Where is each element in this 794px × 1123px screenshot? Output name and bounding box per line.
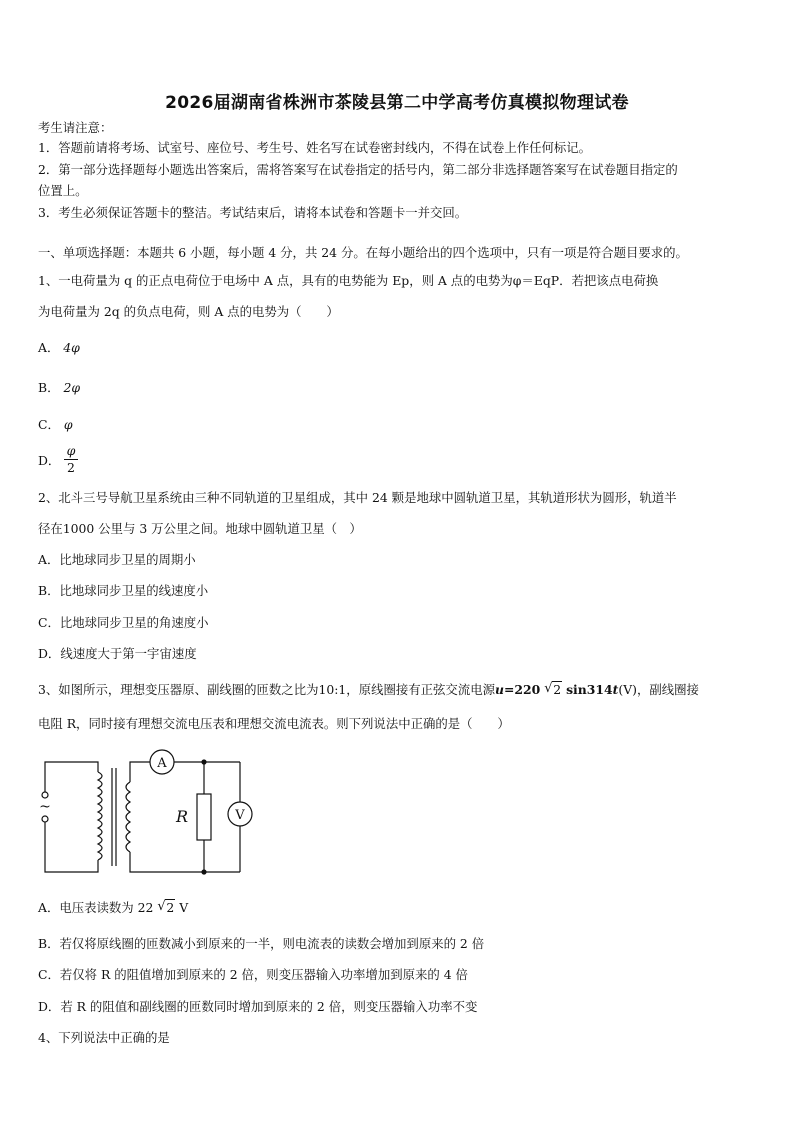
q2-option-c: C．比地球同步卫星的角速度小 [38,615,209,630]
q3-sin-term: sin314 [566,682,613,697]
primary-coil-icon [98,772,102,860]
ac-source-symbol: ~ [39,799,51,815]
q3-option-a-sqrt [157,900,175,916]
notice-item-2-cont: 位置上。 [38,183,88,198]
resistor-label: R [175,807,189,826]
q3-option-a-text: A．电压表读数为 22 [38,900,154,915]
notice-heading: 考生请注意： [38,120,113,135]
radical-sign-icon: √ [157,899,166,914]
notice-item-3: 3．考生必须保证答题卡的整洁。考试结束后，请将本试卷和答题卡一并交回。 [38,205,468,220]
primary-wire-bottom [45,822,98,872]
source-terminal-bottom-icon [42,816,48,822]
fraction-denominator: 2 [67,460,75,475]
q3-option-b: B．若仅将原线圈的匝数减小到原来的一半，则电流表的读数会增加到原来的 2 倍 [38,936,485,951]
q3-sqrt [544,682,562,698]
q1-option-d-fraction [64,444,78,475]
source-terminal-top-icon [42,792,48,798]
notice-item-1: 1．答题前请将考场、试室号、座位号、考生号、姓名写在试卷密封线内，不得在试卷上作任何标记。 [38,140,592,155]
q3-sqrt-value: 2 [553,682,562,697]
q3-var-t: t [612,682,619,697]
transformer-circuit-diagram [30,746,270,882]
q3-stem-line2: 电阻 R，同时接有理想交流电压表和理想交流电流表。则下列说法中正确的是（ ） [38,716,510,731]
q2-stem-line2: 径在1000 公里与 3 万公里之间。地球中圆轨道卫星（ ） [38,521,362,536]
q1-stem-line2: 为电荷量为 2q 的负点电荷，则 A 点的电势为（ ） [38,304,339,319]
primary-wire-top [45,762,98,792]
fraction-numerator: φ [66,443,76,458]
q3-option-a-sqrt-value: 2 [166,900,175,915]
q3-amplitude: =220 [504,682,541,697]
q2-option-a: A．比地球同步卫星的周期小 [38,552,196,567]
q1-option-a [38,340,758,356]
q3-stem-text-d: (V)，副线圈接 [618,682,699,697]
secondary-coil-icon [126,782,130,852]
resistor-icon [197,794,211,840]
secondary-wire-top [130,762,150,782]
ammeter-label: A [157,756,167,771]
section-heading: 一、单项选择题：本题共 6 小题，每小题 4 分，共 24 分。在每小题给出的四个选项中，只有一项是符合题目要求的。 [38,245,688,260]
junction-dot-bottom-icon [201,869,206,874]
q1-option-c-value: φ [63,417,73,432]
q4-stem-line1: 4、下列说法中正确的是 [38,1030,170,1045]
q3-option-a-unit: V [179,900,189,915]
q1-option-b [38,380,758,396]
secondary-wire-bottom [130,852,204,872]
q3-option-a [38,900,758,916]
q3-option-c: C．若仅将 R 的阻值增加到原来的 2 倍，则变压器输入功率增加到原来的 4 倍 [38,967,468,982]
page-title: 2026届湖南省株洲市茶陵县第二中学高考仿真模拟物理试卷 [165,93,629,113]
q2-stem-line1: 2、北斗三号导航卫星系统由三种不同轨道的卫星组成，其中 24 颗是地球中圆轨道卫星，其轨道形状为圆形，轨道半 [38,490,677,505]
q1-option-c [38,417,758,433]
q3-var-u: u [495,682,505,697]
junction-dot-top-icon [201,759,206,764]
q1-option-b-value: 2φ [63,380,81,395]
q1-option-c-label: C． [38,417,60,432]
q1-option-a-value: 4φ [63,340,80,355]
q1-option-d-label: D． [38,453,61,468]
notice-item-2: 2．第一部分选择题每小题选出答案后，需将答案写在试卷指定的括号内，第二部分非选择题答案写在试卷题目指定的 [38,162,678,177]
q1-option-a-label: A． [38,340,60,355]
radical-sign-icon: √ [544,681,553,696]
q1-option-b-label: B． [38,380,60,395]
q1-option-d [38,453,758,469]
q3-option-d: D．若 R 的阻值和副线圈的匝数同时增加到原来的 2 倍，则变压器输入功率不变 [38,999,478,1014]
q2-option-b: B．比地球同步卫星的线速度小 [38,583,209,598]
q3-stem-line1 [38,682,758,698]
q3-stem-text-a: 3、如图所示，理想变压器原、副线圈的匝数之比为10:1，原线圈接有正弦交流电源 [38,682,495,697]
q1-stem-line1: 1、一电荷量为 q 的正点电荷位于电场中 A 点，具有的电势能为 Ep，则 A 点的电势为φ＝EqP．若把该点电荷换 [38,273,659,288]
q2-option-d: D．线速度大于第一宇宙速度 [38,646,197,661]
voltmeter-label: V [235,808,245,823]
